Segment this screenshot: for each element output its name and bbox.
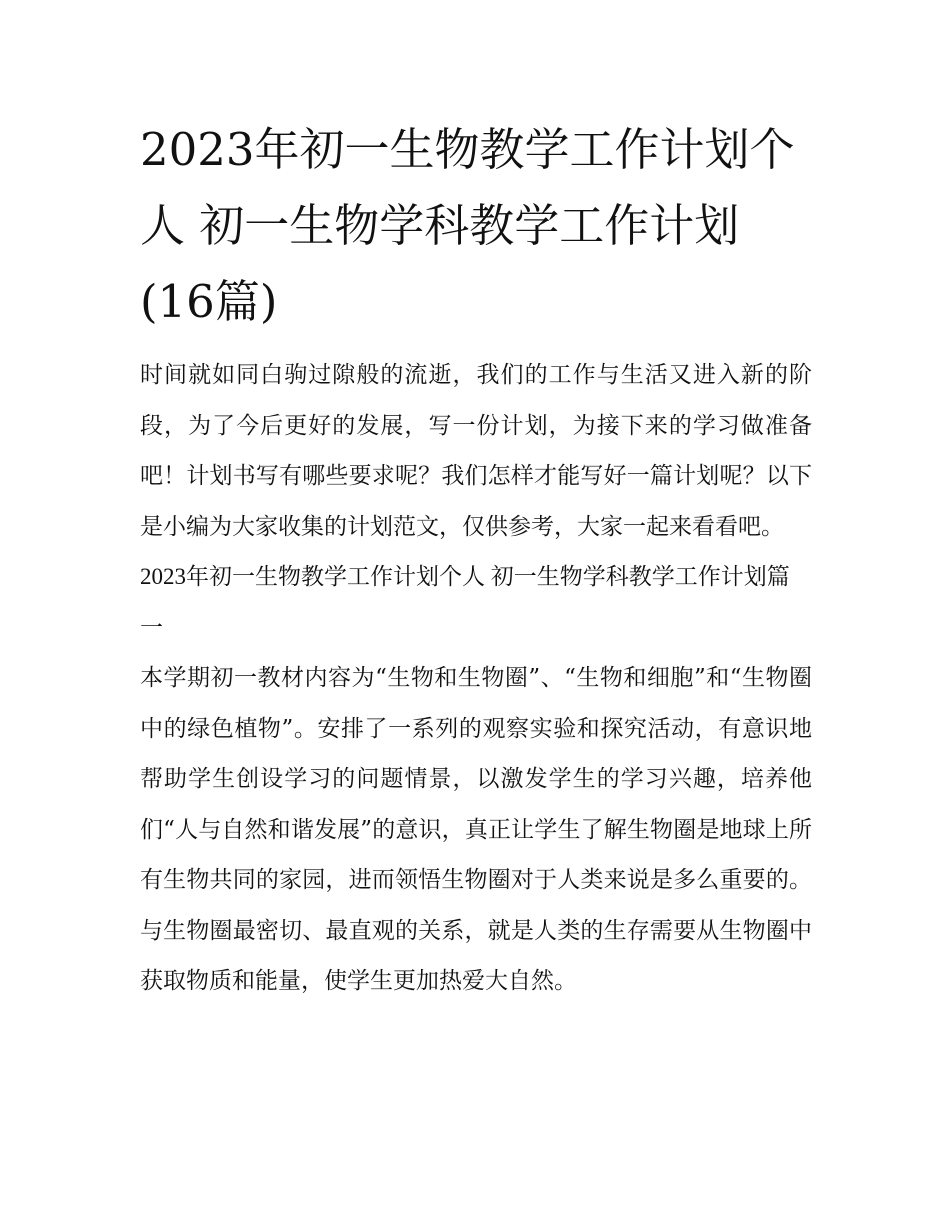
document-page — [140, 112, 812, 1007]
section-heading: 2023年初一生物教学工作计划个人 初一生物学科教学工作计划篇一 — [140, 564, 790, 640]
document-title: 2023年初一生物教学工作计划个人 初一生物学科教学工作计划(16篇) — [140, 123, 795, 328]
section-paragraph: 本学期初一教材内容为“生物和生物圈”、“生物和细胞”和“生物圈中的绿色植物”。安排了一系列的观察实验和探究活动，有意识地帮助学生创设学习的问题情景，以激发学生的学习兴趣，培养他们“人与自然和谐发展”的意识，真正让学生了解生物圈是地球上所有生物共同的家园，进而领悟生物圈对于人类来说是多么重要的。与生物圈最密切、最直观的关系，就是人类的生存需要从生物圈中获取物质和能量，使学生更加热爱大自然。 — [140, 665, 812, 994]
intro-paragraph: 时间就如同白驹过隙般的流逝，我们的工作与生活又进入新的阶段，为了今后更好的发展，写一份计划，为接下来的学习做准备吧！计划书写有哪些要求呢？我们怎样才能写好一篇计划呢？以下是小编为大家收集的计划范文，仅供参考，大家一起来看看吧。 — [140, 362, 812, 540]
